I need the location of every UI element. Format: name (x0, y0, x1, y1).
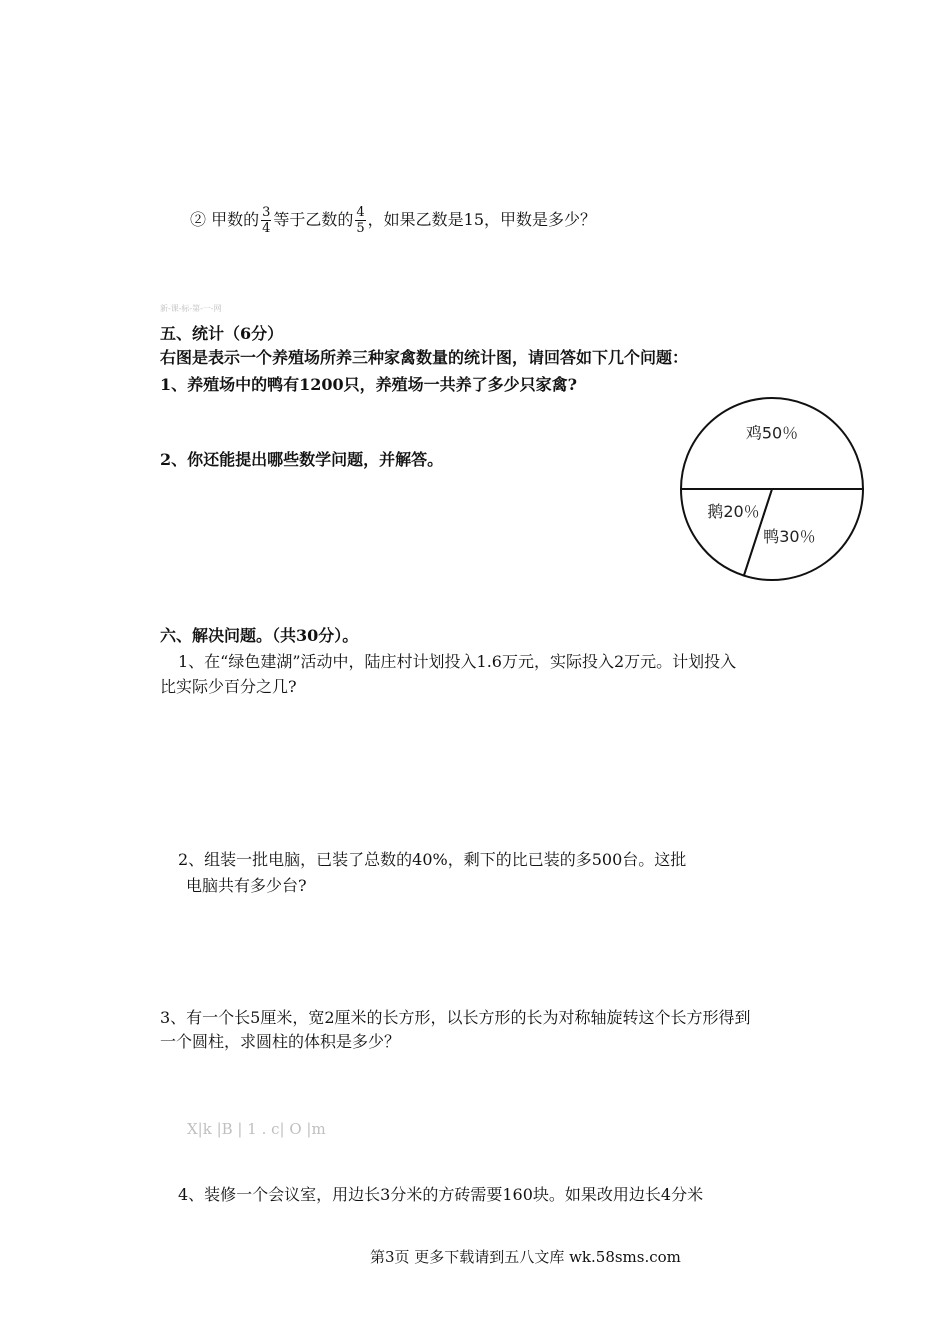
fraction-1-numerator: 3 (262, 205, 271, 220)
pie-slice-label: 鹅20％ (707, 501, 760, 521)
section-5-intro: 右图是表示一个养殖场所养三种家禽数量的统计图，请回答如下几个问题： (160, 348, 689, 367)
problem-4-line-1: 4、装修一个会议室，用边长3分米的方砖需要160块。如果改用边长4分米 (178, 1185, 704, 1204)
section-5-question-2: 2、你还能提出哪些数学问题，并解答。 (160, 450, 444, 469)
section-6-title: 六、解决问题。（共30分）。 (160, 626, 359, 645)
section-5-title: 五、统计（6分） (160, 324, 284, 343)
watermark-top: 新-课-标-第-一-网 (160, 304, 222, 313)
problem-1-line-1: 1、在“绿色建湖”活动中，陆庄村计划投入1.6万元，实际投入2万元。计划投入 (178, 652, 737, 671)
fraction-2-numerator: 4 (356, 205, 365, 220)
question-2-line (190, 205, 596, 236)
pie-slice-label: 鸭30％ (763, 527, 816, 546)
page-footer: 第3页 更多下载请到五八文库 wk.58sms.com (370, 1248, 681, 1266)
question-2-prefix: ② 甲数的 (190, 210, 260, 229)
fraction-2-denominator: 5 (356, 221, 365, 236)
watermark-middle: X|k |B | 1 . c| O |m (187, 1120, 326, 1138)
problem-2-line-2: 电脑共有多少台? (186, 876, 307, 895)
problem-3-line-1: 3、有一个长5厘米，宽2厘米的长方形，以长方形的长为对称轴旋转这个长方形得到 (160, 1008, 751, 1027)
poultry-pie-chart (678, 392, 868, 586)
problem-1-line-2: 比实际少百分之几? (160, 677, 297, 696)
problem-3-line-2: 一个圆柱，求圆柱的体积是多少？ (160, 1032, 401, 1051)
fraction-1-denominator: 4 (262, 221, 271, 236)
problem-2-line-1: 2、组装一批电脑，已装了总数的40%，剩下的比已装的多500台。这批 (178, 850, 687, 869)
pie-slice (681, 398, 863, 489)
pie-slice-label: 鸡50％ (745, 423, 799, 443)
question-2-suffix: ，如果乙数是15，甲数是多少？ (367, 210, 597, 229)
question-2-middle: 等于乙数的 (273, 210, 354, 229)
fraction-four-fifths (355, 205, 365, 236)
fraction-three-quarters (261, 205, 271, 236)
section-5-question-1: 1、养殖场中的鸭有1200只，养殖场一共养了多少只家禽? (160, 375, 578, 394)
